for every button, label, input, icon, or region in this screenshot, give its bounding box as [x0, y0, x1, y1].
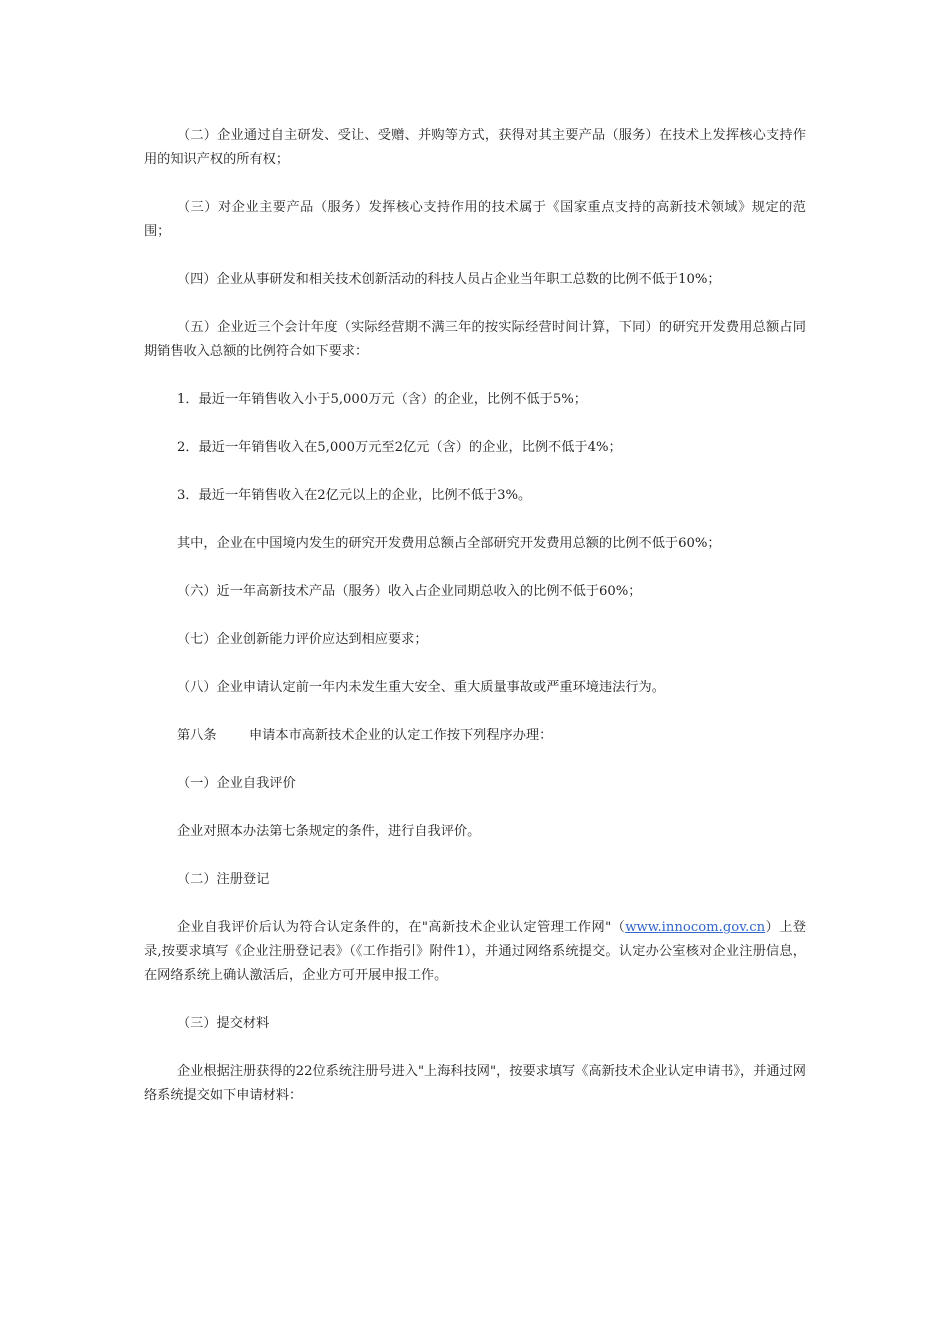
paragraph-condition-7: （七）企业创新能力评价应达到相应要求；: [177, 632, 428, 647]
paragraph-step-2-body: [144, 916, 806, 988]
paragraph-step-1-body: 企业对照本办法第七条规定的条件，进行自我评价。: [177, 824, 481, 839]
paragraph-step-2-heading: （二）注册登记: [177, 872, 270, 887]
article-label: 第八条: [177, 728, 217, 743]
paragraph-step-3-heading: （三）提交材料: [177, 1016, 270, 1031]
paragraph-condition-4: （四）企业从事研发和相关技术创新活动的科技人员占企业当年职工总数的比例不低于10%；: [177, 272, 721, 287]
innocom-link[interactable]: www.innocom.gov.cn: [625, 920, 766, 935]
article-text: 申请本市高新技术企业的认定工作按下列程序办理：: [249, 728, 553, 743]
paragraph-condition-3: （三）对企业主要产品（服务）发挥核心支持作用的技术属于《国家重点支持的高新技术领域》规定的范围；: [144, 200, 806, 239]
paragraph-domestic-rnd: 其中，企业在中国境内发生的研究开发费用总额占全部研究开发费用总额的比例不低于60%；: [177, 536, 721, 551]
paragraph-item-1: 1．最近一年销售收入小于5,000万元（含）的企业，比例不低于5%；: [177, 392, 587, 407]
paragraph-step-1-heading: （一）企业自我评价: [177, 776, 296, 791]
paragraph-item-3: 3．最近一年销售收入在2亿元以上的企业，比例不低于3%。: [177, 488, 532, 503]
paragraph-step-3-body: 企业根据注册获得的22位系统注册号进入"上海科技网"，按要求填写《高新技术企业认定申请书》，并通过网络系统提交如下申请材料：: [144, 1064, 806, 1103]
paragraph-item-2: 2．最近一年销售收入在5,000万元至2亿元（含）的企业，比例不低于4%；: [177, 440, 622, 455]
step-2-text-after-link: ）上登录,按要求填写《企业注册登记表》（《工作指引》附件1），并通过网络系统提交。认定办公室核对企业注册信息，在网络系统上确认激活后，企业方可开展申报工作。: [144, 920, 806, 983]
paragraph-condition-6: （六）近一年高新技术产品（服务）收入占企业同期总收入的比例不低于60%；: [177, 584, 642, 599]
document-body: [144, 124, 806, 1108]
paragraph-condition-5: （五）企业近三个会计年度（实际经营期不满三年的按实际经营时间计算，下同）的研究开发费用总额占同期销售收入总额的比例符合如下要求：: [144, 320, 806, 359]
paragraph-condition-8: （八）企业申请认定前一年内未发生重大安全、重大质量事故或严重环境违法行为。: [177, 680, 665, 695]
step-2-text-before-link: 企业自我评价后认为符合认定条件的，在"高新技术企业认定管理工作网"（: [177, 920, 626, 935]
paragraph-article-8: [144, 724, 806, 748]
paragraph-condition-2: （二）企业通过自主研发、受让、受赠、并购等方式，获得对其主要产品（服务）在技术上发挥核心支持作用的知识产权的所有权；: [144, 128, 806, 167]
